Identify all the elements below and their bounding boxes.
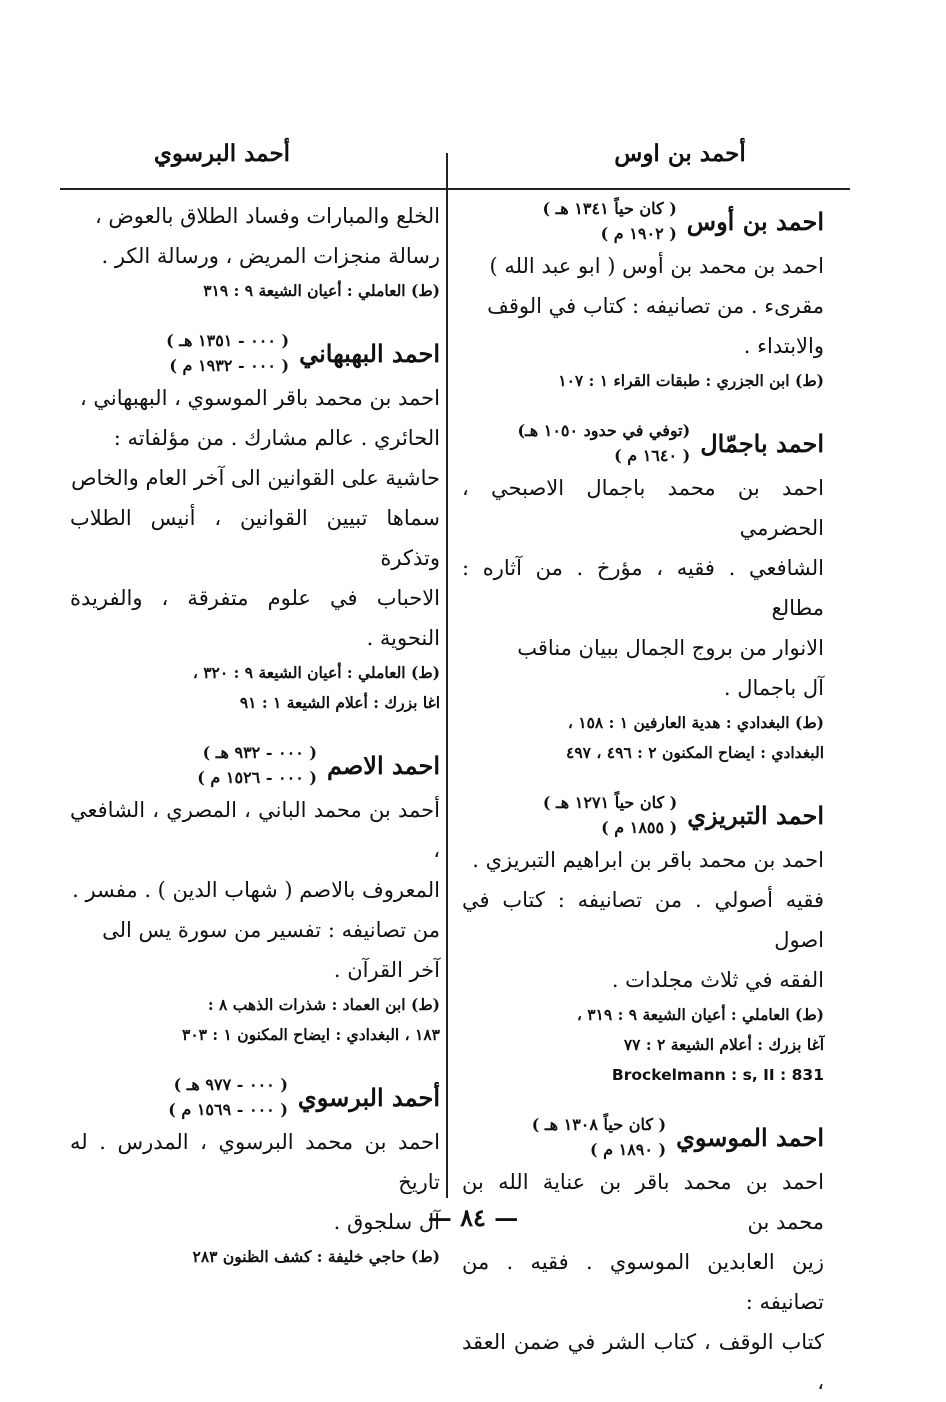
entry-spacer	[462, 396, 824, 418]
entry-sources	[462, 708, 824, 768]
biography-entry	[462, 790, 824, 1090]
biography-entry	[462, 196, 824, 396]
entry-body-line: مقرىء . من تصانيفه : كتاب في الوقف	[487, 294, 824, 318]
column-divider	[446, 153, 448, 1198]
entry-source-line: (ط) ابن العماد : شذرات الذهب ٨ :	[207, 995, 440, 1014]
biography-entry	[462, 1112, 824, 1402]
entry-date-line: ( ٠٠٠ - ١٥٦٩ م )	[168, 1100, 288, 1119]
entry-body	[70, 790, 440, 990]
biography-entry	[462, 418, 824, 768]
entry-source-line: (ط) حاجي خليفة : كشف الظنون ٢٨٣	[192, 1247, 440, 1266]
entry-date-line: ( كان حياً ١٣٤١ هـ )	[542, 199, 677, 218]
entry-body-line: احمد بن محمد باقر بن عناية الله بن محمد بن	[462, 1170, 824, 1234]
entry-heading	[462, 790, 824, 840]
entry-body-line: احمد بن محمد بن أوس ( ابو عبد الله )	[489, 254, 824, 278]
entry-body-line: الانوار من بروج الجمال ببيان مناقب	[517, 636, 824, 660]
entry-date-line: ( ٠٠٠ - ٩٣٢ هـ )	[202, 743, 317, 762]
entry-body-line: رسالة منجزات المريض ، ورسالة الكر .	[101, 244, 440, 268]
entry-source-line: (ط) العاملي : أعيان الشيعة ٩ : ٣١٩ ،	[576, 1005, 824, 1024]
entry-sources	[462, 366, 824, 396]
entry-body-line: احمد بن محمد باقر الموسوي ، البهبهاني ،	[79, 386, 440, 410]
entry-body-line: أحمد بن محمد الباني ، المصري ، الشافعي ،	[70, 798, 440, 862]
entry-date-line: ( ١٨٥٥ م )	[601, 818, 678, 837]
entry-body-line: الاحباب في علوم متفرقة ، والفريدة النحوية .	[70, 586, 440, 650]
entry-sources	[70, 990, 440, 1050]
entry-spacer	[462, 768, 824, 790]
entry-date-line: ( ٠٠٠ - ١٥٢٦ م )	[197, 768, 317, 787]
entry-body-line: والابتداء .	[743, 334, 824, 358]
entry-sources	[70, 658, 440, 718]
entry-name: احمد الموسوي	[676, 1122, 824, 1152]
entry-sources	[462, 1000, 824, 1090]
entry-body-line: آخر القرآن .	[333, 958, 440, 982]
entry-date-line: ( ٠٠٠ - ١٩٣٢ م )	[169, 356, 290, 375]
entry-body	[70, 378, 440, 658]
entry-body	[462, 246, 824, 366]
biography-entry	[70, 740, 440, 1050]
entry-body-line: كتاب الوقف ، كتاب الشر في ضمن العقد ،	[462, 1330, 824, 1394]
entry-date-line: ( كان حياً ١٢٧١ هـ )	[542, 793, 678, 812]
entry-date-line: (توفي في حدود ١٠٥٠ هـ)	[517, 421, 691, 440]
entry-source-line: البغدادي : ايضاح المكنون ٢ : ٤٩٦ ، ٤٩٧	[566, 743, 824, 762]
entry-name: احمد البهبهاني	[299, 338, 440, 368]
entry-body-line: احمد بن محمد باجمال الاصبحي ، الحضرمي	[462, 476, 824, 540]
entry-spacer	[462, 1090, 824, 1112]
entry-source-line: (ط) العاملي : أعيان الشيعة ٩ : ٣٢٠ ،	[192, 663, 440, 682]
entry-sources	[70, 1242, 440, 1272]
biography-entry	[70, 196, 440, 306]
right-running-header: أحمد بن اوس	[614, 140, 746, 167]
entry-body	[70, 196, 440, 276]
entry-source-line: آغا بزرك : أعلام الشيعة ٢ : ٧٧	[623, 1035, 824, 1054]
biography-entry	[70, 328, 440, 718]
entry-date-line: ( ١٩٠٢ م )	[600, 224, 677, 243]
entry-name: احمد التبريزي	[687, 800, 824, 830]
entry-source-line: (ط) البغدادي : هدية العارفين ١ : ١٥٨ ،	[567, 713, 824, 732]
entry-heading	[462, 1112, 824, 1162]
biography-entry	[70, 1072, 440, 1272]
entry-body-line: آل باجمال .	[723, 676, 824, 700]
entry-body-line: زين العابدين الموسوي . فقيه . من تصانيفه :	[462, 1250, 824, 1314]
entry-source-line: ١٨٣ ، البغدادي : ايضاح المكنون ١ : ٣٠٣	[182, 1025, 440, 1044]
entry-source-line: (ط) العاملي : أعيان الشيعة ٩ : ٣١٩	[203, 281, 440, 300]
entry-heading	[462, 196, 824, 246]
entry-body-line: حاشية على القوانين الى آخر العام والخاص	[71, 466, 440, 490]
entry-name: احمد الاصم	[326, 750, 440, 780]
entry-body-line: الفقه في ثلاث مجلدات .	[611, 968, 824, 992]
entry-body	[462, 840, 824, 1000]
entry-date-line: ( ١٨٩٠ م )	[589, 1140, 667, 1159]
entry-body-line: الحائري . عالم مشارك . من مؤلفاته :	[113, 426, 440, 450]
entry-spacer	[70, 306, 440, 328]
entry-heading	[70, 328, 440, 378]
entry-body-line: احمد بن محمد باقر بن ابراهيم التبريزي .	[472, 848, 824, 872]
entry-dates	[462, 196, 677, 246]
entry-body	[462, 1162, 824, 1402]
entry-dates	[462, 790, 677, 840]
entry-date-line: ( ٠٠٠ - ١٣٥١ هـ )	[166, 331, 290, 350]
entry-body-line: سماها تبيين القوانين ، أنيس الطلاب وتذكرة	[70, 506, 440, 570]
entry-body-line: آل سلجوق .	[333, 1210, 440, 1234]
entry-body-line: من تصانيفه : تفسير من سورة يس الى	[102, 918, 440, 942]
page-number: — ٨٤ —	[427, 1203, 519, 1232]
entry-source-line: Brockelmann : s, II : 831	[611, 1066, 824, 1084]
entry-name: أحمد البرسوي	[297, 1082, 440, 1112]
entry-source-line: (ط) ابن الجزري : طبقات القراء ١ : ١٠٧	[558, 371, 824, 390]
entry-body-line: المعروف بالاصم ( شهاب الدين ) . مفسر .	[72, 878, 440, 902]
entry-spacer	[70, 1050, 440, 1072]
entry-source-line: اغا بزرك : أعلام الشيعة ١ : ٩١	[239, 693, 440, 712]
entry-body	[462, 468, 824, 708]
entry-dates	[462, 418, 690, 468]
entry-dates	[462, 1112, 666, 1162]
entry-dates	[70, 328, 289, 378]
entry-body-line: فقيه أصولي . من تصانيفه : كتاب في اصول	[462, 888, 824, 952]
entry-dates	[70, 740, 317, 790]
entry-body-line: الخلع والمبارات وفساد الطلاق بالعوض ،	[94, 204, 440, 228]
entry-body-line: الشافعي . فقيه ، مؤرخ . من آثاره : مطالع	[462, 556, 824, 620]
entry-heading	[70, 740, 440, 790]
entry-heading	[70, 1072, 440, 1122]
entry-heading	[462, 418, 824, 468]
left-running-header: أحمد البرسوي	[153, 140, 291, 167]
header-divider	[60, 188, 850, 190]
entry-sources	[70, 276, 440, 306]
entry-name: احمد باجمّال	[700, 428, 824, 458]
entry-body-line: احمد بن محمد البرسوي ، المدرس . له تاريخ	[70, 1130, 440, 1194]
left-column	[70, 196, 440, 1272]
entry-spacer	[70, 718, 440, 740]
entry-date-line: ( ٠٠٠ - ٩٧٧ هـ )	[173, 1075, 288, 1094]
entry-date-line: ( كان حياً ١٣٠٨ هـ )	[531, 1115, 667, 1134]
entry-name: احمد بن أوس	[686, 206, 824, 236]
entry-date-line: ( ١٦٤٠ م )	[614, 446, 691, 465]
entry-dates	[70, 1072, 288, 1122]
